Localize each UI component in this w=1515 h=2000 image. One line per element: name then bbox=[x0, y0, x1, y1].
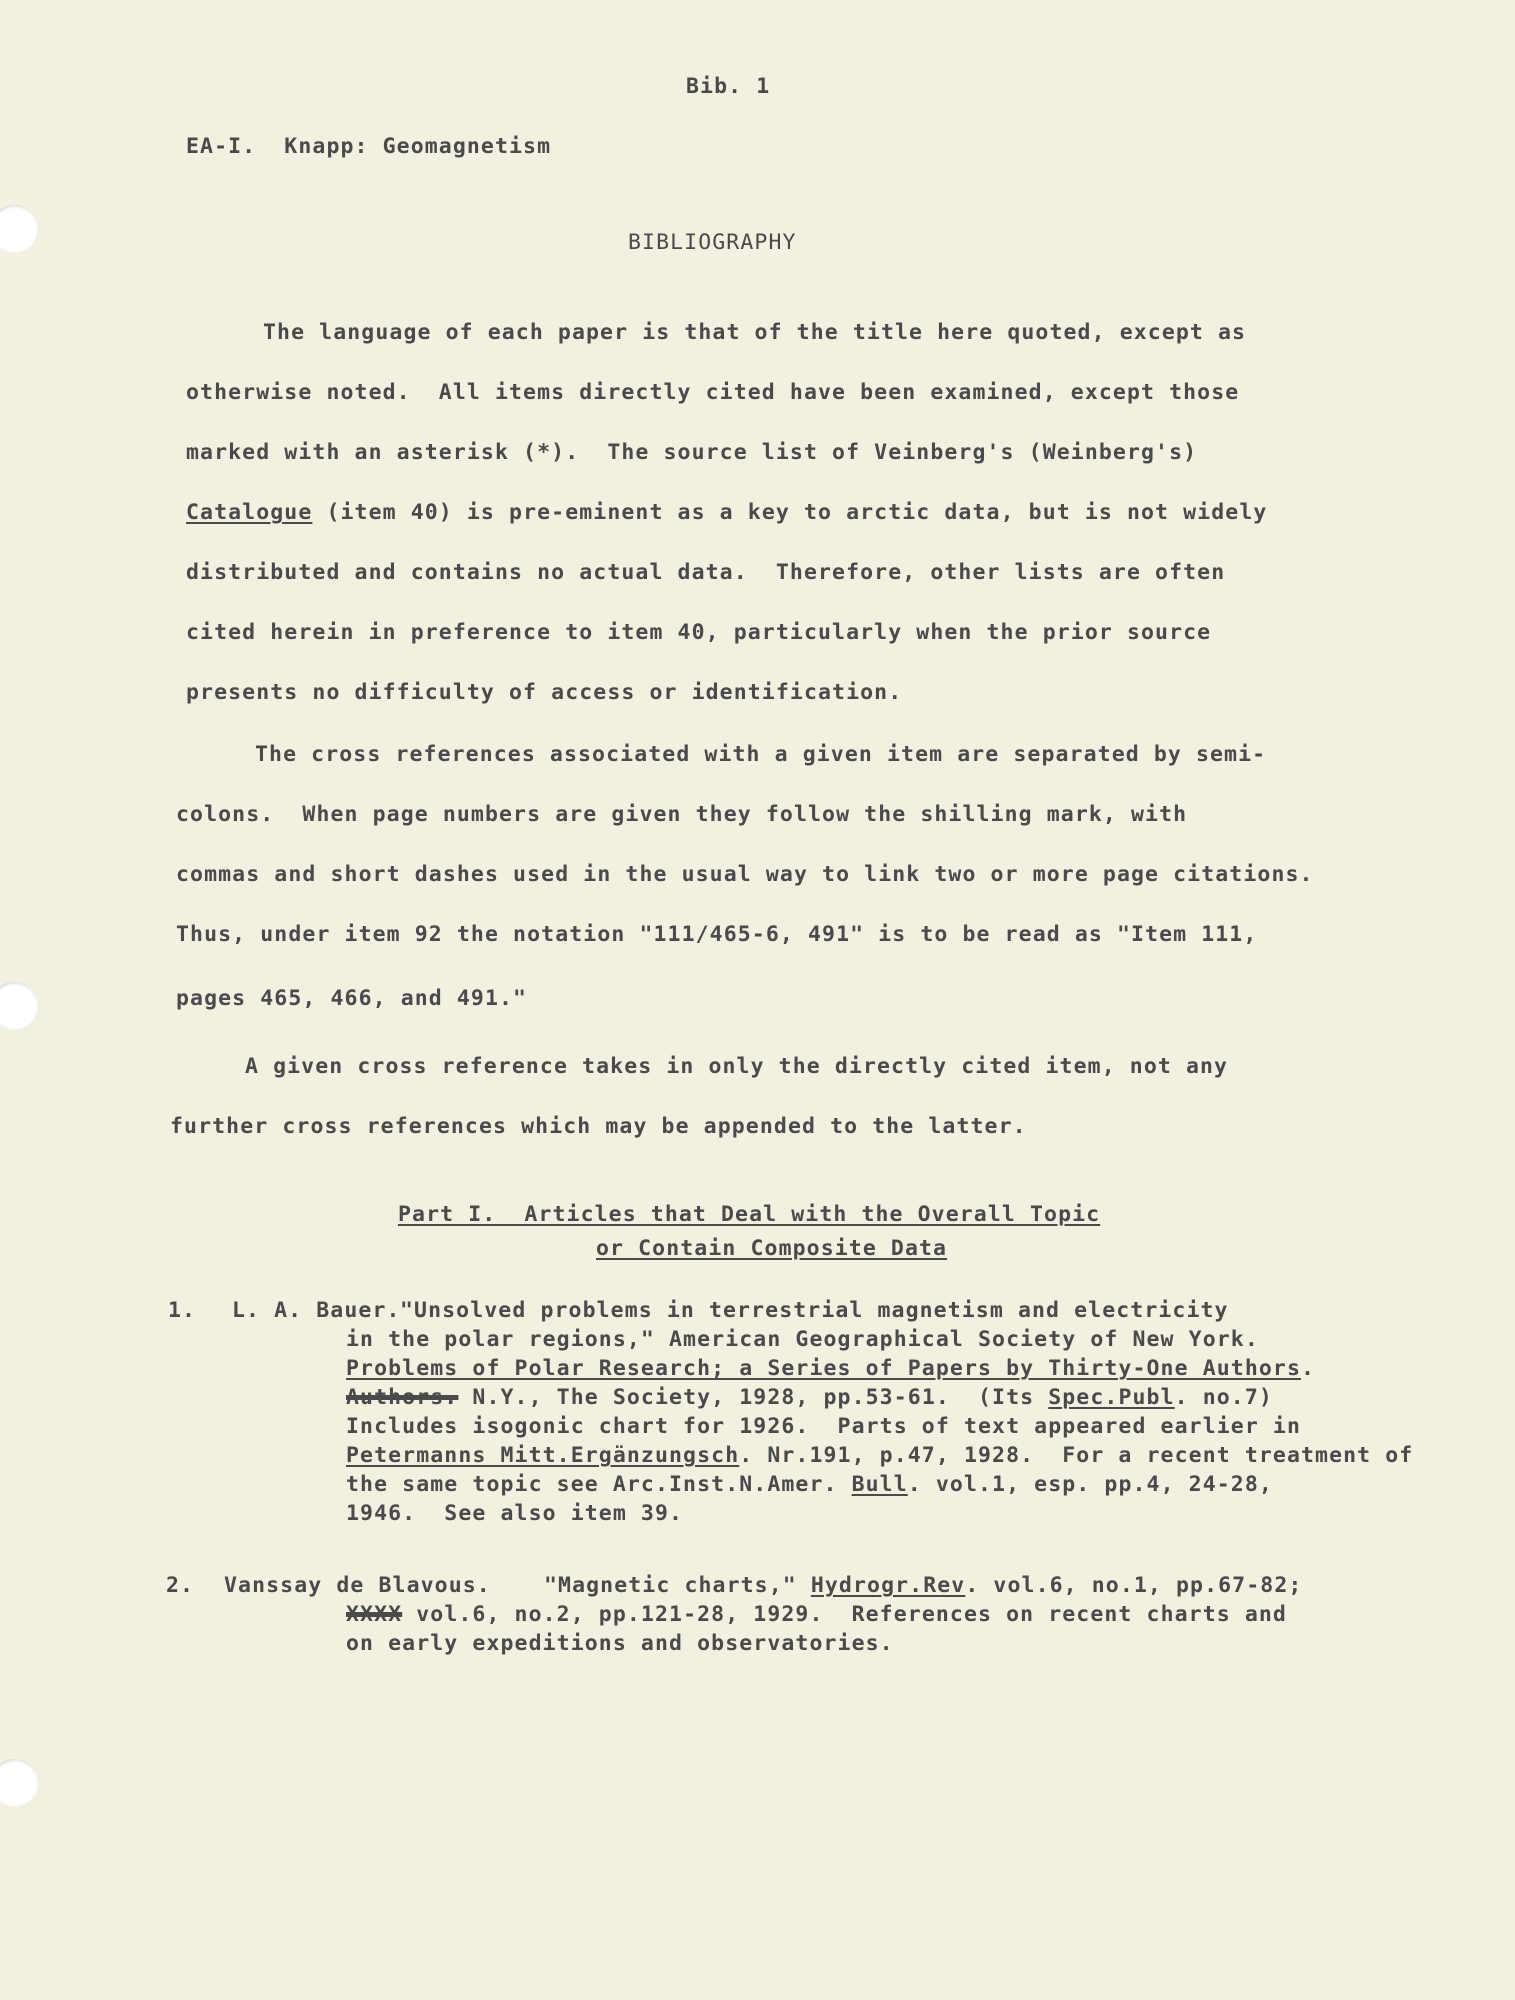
punch-hole bbox=[0, 1759, 38, 1807]
text-line: Catalogue (item 40) is pre-eminent as a key to arctic data, but is not widely bbox=[186, 500, 1268, 525]
text-line: otherwise noted. All items directly cited have been examined, except those bbox=[186, 380, 1240, 405]
text-line: cited herein in preference to item 40, particularly when the prior source bbox=[186, 620, 1212, 645]
entry-line: in the polar regions," American Geographical Society of New York. bbox=[346, 1327, 1259, 1352]
text-line: pages 465, 466, and 491." bbox=[176, 986, 528, 1011]
entry-line: on early expeditions and observatories. bbox=[346, 1631, 894, 1656]
text-line: distributed and contains no actual data. Therefore, other lists are often bbox=[186, 560, 1226, 585]
text-line: presents no difficulty of access or identification. bbox=[186, 680, 903, 705]
text-line: The cross references associated with a given item are separated by semi- bbox=[255, 742, 1267, 767]
entry-line: 1946. See also item 39. bbox=[346, 1501, 684, 1526]
entry-line: "Magnetic charts," Hydrogr.Rev. vol.6, no.1, pp.67-82; bbox=[544, 1573, 1303, 1598]
struck-out-text: Authors. bbox=[346, 1385, 459, 1410]
struck-out-text: XXXX bbox=[346, 1602, 403, 1627]
entry-line: XXXX vol.6, no.2, pp.121-28, 1929. References on recent charts and bbox=[346, 1602, 1287, 1627]
text-line: further cross references which may be appended to the latter. bbox=[170, 1114, 1027, 1139]
punch-hole bbox=[0, 205, 38, 253]
entry-number: 2. bbox=[166, 1573, 195, 1598]
entry-line: Problems of Polar Research; a Series of Papers by Thirty-One Authors. bbox=[346, 1356, 1316, 1381]
text-line: commas and short dashes used in the usual way to link two or more page citations. bbox=[176, 862, 1314, 887]
entry-line: Petermanns Mitt.Ergänzungsch. Nr.191, p.47, 1928. For a recent treatment of bbox=[346, 1443, 1414, 1468]
entry-author: L. A. Bauer. bbox=[232, 1298, 401, 1323]
text-line: colons. When page numbers are given they follow the shilling mark, with bbox=[176, 802, 1188, 827]
entry-author: Vanssay de Blavous. bbox=[224, 1573, 491, 1598]
entry-line: Authors. N.Y., The Society, 1928, pp.53-61. (Its Spec.Publ. no.7) bbox=[346, 1385, 1273, 1410]
page-number: Bib. 1 bbox=[686, 74, 771, 99]
entry-line: Includes isogonic chart for 1926. Parts of text appeared earlier in bbox=[346, 1414, 1301, 1439]
text-line: A given cross reference takes in only the directly cited item, not any bbox=[245, 1054, 1229, 1079]
part-heading: Part I. Articles that Deal with the Overall Topic bbox=[398, 1202, 1101, 1227]
entry-line: "Unsolved problems in terrestrial magnetism and electricity bbox=[400, 1298, 1229, 1323]
part-subheading: or Contain Composite Data bbox=[596, 1236, 948, 1261]
entry-line: the same topic see Arc.Inst.N.Amer. Bull. vol.1, esp. pp.4, 24-28, bbox=[346, 1472, 1273, 1497]
series-heading: EA-I. Knapp: Geomagnetism bbox=[186, 134, 552, 159]
punch-hole bbox=[0, 982, 38, 1030]
text-line: The language of each paper is that of the title here quoted, except as bbox=[263, 320, 1247, 345]
document-title: BIBLIOGRAPHY bbox=[628, 230, 797, 255]
text-line: marked with an asterisk (*). The source list of Veinberg's (Weinberg's) bbox=[186, 440, 1198, 465]
underlined-title: Catalogue bbox=[186, 500, 313, 525]
entry-number: 1. bbox=[168, 1298, 197, 1323]
text-line: Thus, under item 92 the notation "111/465-6, 491" is to be read as "Item 111, bbox=[176, 922, 1258, 947]
